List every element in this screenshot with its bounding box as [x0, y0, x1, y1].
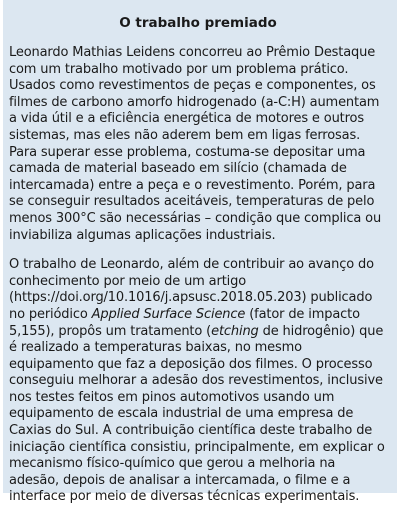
journal-name: Applied Surface Science	[91, 306, 246, 322]
paragraph-2-part-a: O trabalho de Leonardo, além de contribuir ao avanço do conhecimento por meio de um artigo (https://doi.org/10.1016/j.apsusc.2018.05.203) publicado no periódico	[9, 257, 374, 322]
etching-term: etching	[211, 323, 259, 339]
paragraph-2-part-c: de hidrogênio) que é realizado a temperaturas baixas, no mesmo equipamento que faz a deposição dos filmes. O processo conseguiu melhorar a adesão dos revestimentos, inclusive nos testes feitos em pinos automotivos usando um equipamento de escala industrial de uma empresa de Caxias do Sul. A contribuição científica deste trabalho de iniciação científica consistiu, principalmente, em explicar o mecanismo físico-químico que gerou a melhoria na adesão, depois de analisar a intercamada, o filme e a interface por meio de diversas técnicas experimentais.	[9, 323, 385, 505]
paragraph-2	[9, 257, 387, 506]
article-card	[3, 0, 397, 505]
paragraph-1: Leonardo Mathias Leidens concorreu ao Prêmio Destaque com um trabalho motivado por um problema prático. Usados como revestimentos de peças e componentes, os filmes de carbono amorfo hidrogenado (a-C:H) aumentam a vida útil e a eficiência energética de motores e outros sistemas, mas eles não aderem bem em ligas ferrosas. Para superar esse problema, costuma-se depositar uma camada de material baseado em silício (chamada de intercamada) entre a peça e o revestimento. Porém, para se conseguir resultados aceitáveis, temperaturas de pelo menos 300°C são necessárias – condição que complica ou inviabiliza algumas aplicações industriais.	[9, 45, 382, 243]
paragraph-2-part-b: (fator de impacto 5,155), propôs um tratamento (	[9, 306, 360, 339]
article-title: O trabalho premiado	[119, 15, 277, 31]
